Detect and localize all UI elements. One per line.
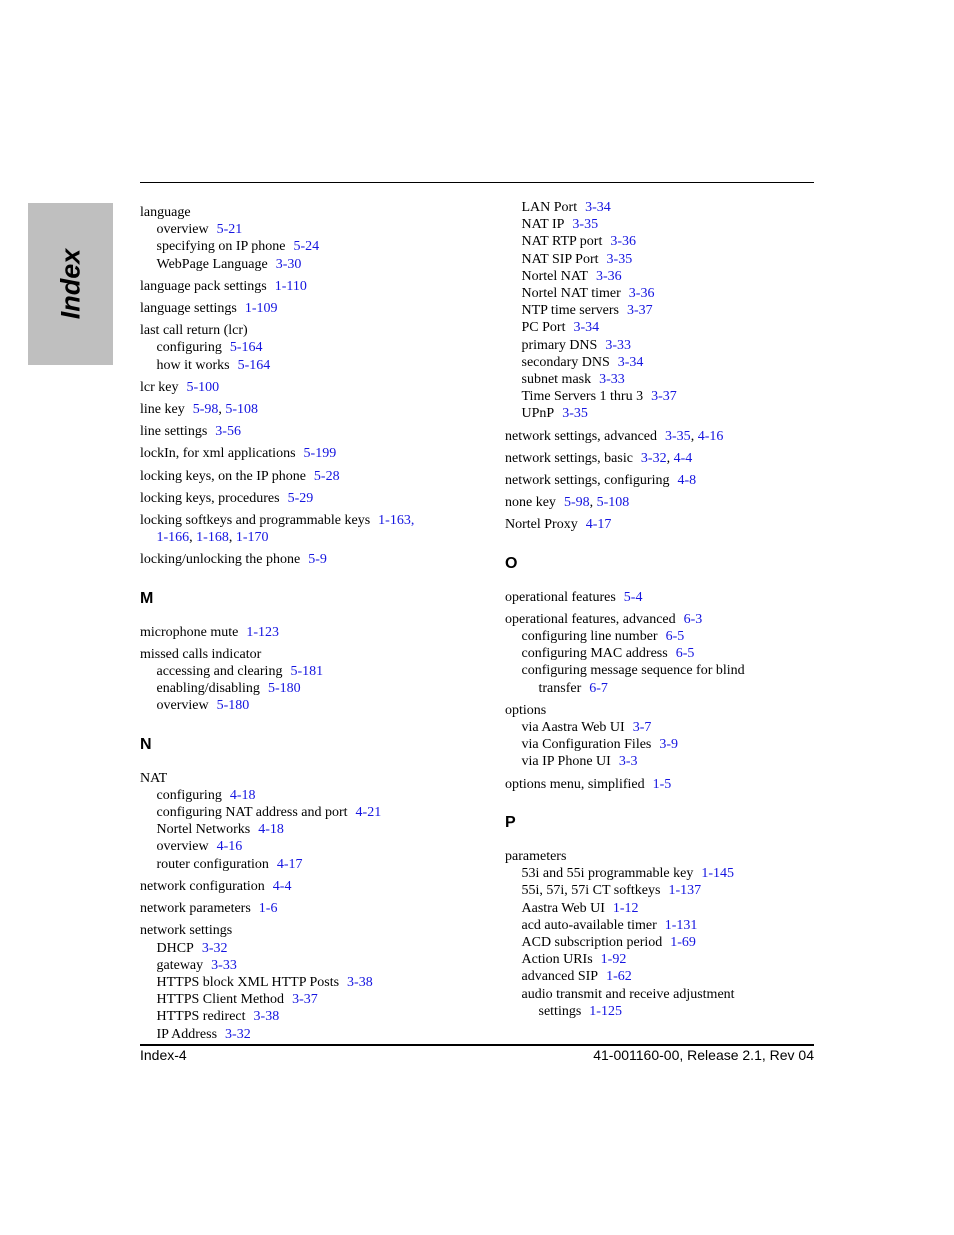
index-group bbox=[140, 624, 470, 715]
page-reference-link[interactable]: 1-5 bbox=[652, 776, 672, 792]
page-reference-link[interactable]: 3-36 bbox=[610, 234, 637, 250]
page-reference-link[interactable]: 1-163, bbox=[378, 513, 415, 529]
index-term: overview bbox=[156, 698, 209, 714]
index-term: WebPage Language bbox=[156, 256, 268, 272]
index-subentry bbox=[140, 856, 470, 873]
index-term: via Aastra Web UI bbox=[521, 720, 625, 736]
index-subentry bbox=[505, 986, 835, 1003]
index-subentry bbox=[505, 319, 835, 336]
index-term: NTP time servers bbox=[521, 303, 619, 319]
index-subentry bbox=[505, 405, 835, 422]
index-entry bbox=[140, 624, 470, 641]
index-term: Action URIs bbox=[521, 952, 593, 968]
index-term: language pack settings bbox=[140, 278, 267, 294]
index-term: network settings, advanced bbox=[505, 428, 658, 444]
page-reference-link[interactable]: 3-33 bbox=[605, 337, 631, 353]
index-subentry bbox=[140, 238, 470, 255]
index-entry bbox=[140, 770, 470, 787]
section-letter-p: P bbox=[505, 813, 516, 831]
index-subentry bbox=[140, 957, 470, 974]
index-term: configuring bbox=[156, 787, 222, 803]
page-reference-link[interactable]: 4-4 bbox=[272, 878, 292, 894]
index-term: operational features, advanced bbox=[505, 611, 676, 627]
page-reference-link[interactable]: 3-9 bbox=[659, 737, 679, 753]
index-column-right bbox=[505, 199, 835, 1020]
index-term: NAT IP bbox=[521, 217, 565, 233]
page-reference-link[interactable]: 3-37 bbox=[626, 303, 653, 319]
index-term: language settings bbox=[140, 301, 237, 317]
page-reference-link[interactable]: 5-28 bbox=[313, 468, 340, 484]
page-reference-link[interactable]: 1-109 bbox=[244, 301, 278, 317]
index-term: via Configuration Files bbox=[521, 737, 652, 753]
index-term: 53i and 55i programmable key bbox=[521, 866, 694, 882]
page-reference-link[interactable]: 3-37 bbox=[292, 992, 318, 1008]
index-side-tab bbox=[28, 203, 113, 365]
page-reference-link[interactable]: 1-12 bbox=[612, 900, 639, 916]
index-term: primary DNS bbox=[521, 337, 598, 353]
section-letter-n: N bbox=[140, 735, 152, 753]
index-term: transfer bbox=[538, 680, 582, 696]
page-reference-link[interactable]: 3-33 bbox=[211, 957, 237, 973]
index-term: network settings bbox=[140, 923, 233, 939]
index-term: microphone mute bbox=[140, 624, 239, 640]
page-reference-link[interactable]: 3-37 bbox=[651, 389, 677, 405]
index-term: HTTPS block XML HTTP Posts bbox=[156, 974, 340, 990]
page-reference-link[interactable]: 5-4 bbox=[623, 589, 643, 605]
footer-document-id: 41-001160-00, Release 2.1, Rev 04 bbox=[593, 1047, 814, 1063]
page-reference-link[interactable]: 1-145 bbox=[701, 866, 735, 882]
page-reference-link[interactable]: 3-32 bbox=[225, 1026, 251, 1042]
footer-page-number: Index-4 bbox=[140, 1047, 187, 1063]
index-subentry bbox=[505, 285, 835, 302]
index-entry bbox=[140, 512, 470, 529]
page-reference-link[interactable]: 6-3 bbox=[683, 611, 703, 627]
index-entry bbox=[505, 702, 835, 719]
index-term: advanced SIP bbox=[521, 969, 599, 985]
index-term: missed calls indicator bbox=[140, 646, 262, 662]
index-entry bbox=[140, 278, 470, 295]
index-term: line key bbox=[140, 402, 185, 418]
index-subentry bbox=[140, 663, 470, 680]
page-reference-link[interactable]: 4-4 bbox=[673, 450, 693, 466]
page-reference-link[interactable]: 3-35 bbox=[572, 217, 599, 233]
index-term: accessing and clearing bbox=[156, 664, 283, 680]
page-reference-link[interactable]: 1-110 bbox=[274, 278, 307, 294]
index-entry: none key 5-98, 5-108 bbox=[505, 495, 630, 511]
index-term: IP Address bbox=[156, 1026, 218, 1042]
page-reference-link[interactable]: 3-32 bbox=[201, 940, 228, 956]
page-reference-link[interactable]: 3-3 bbox=[618, 754, 638, 770]
index-term: subnet mask bbox=[521, 372, 592, 388]
page-reference-link[interactable]: 3-33 bbox=[599, 372, 625, 388]
index-subentry bbox=[505, 251, 835, 268]
page-reference-link[interactable]: 1-170 bbox=[235, 530, 269, 546]
index-term: locking keys, on the IP phone bbox=[140, 468, 306, 484]
section-letter-m: M bbox=[140, 589, 154, 607]
index-term: network configuration bbox=[140, 878, 265, 894]
index-entry bbox=[140, 646, 470, 663]
index-subentry bbox=[505, 268, 835, 285]
index-subentry bbox=[505, 199, 835, 216]
index-subentry bbox=[505, 719, 835, 736]
index-column-left bbox=[140, 199, 470, 1043]
index-entry bbox=[140, 423, 470, 440]
index-term: LAN Port bbox=[521, 200, 578, 215]
index-group bbox=[505, 589, 835, 793]
index-subentry bbox=[140, 1026, 470, 1043]
index-term: operational features bbox=[505, 589, 616, 605]
index-group bbox=[505, 848, 835, 1020]
index-entry bbox=[140, 322, 470, 339]
index-group bbox=[505, 199, 835, 534]
index-term: overview bbox=[156, 222, 209, 238]
page-reference-link[interactable]: 3-38 bbox=[347, 974, 373, 990]
index-term: UPnP bbox=[521, 406, 555, 422]
index-subentry bbox=[505, 865, 835, 882]
page-reference-link[interactable]: 3-38 bbox=[253, 1009, 280, 1025]
index-term: router configuration bbox=[156, 856, 269, 872]
index-subentry bbox=[505, 736, 835, 753]
index-term: configuring MAC address bbox=[521, 646, 668, 662]
index-term: options menu, simplified bbox=[505, 776, 645, 792]
index-term: NAT SIP Port bbox=[521, 251, 599, 267]
index-entry bbox=[140, 551, 470, 568]
page-reference-link[interactable]: 1-92 bbox=[600, 952, 627, 968]
page-reference-link[interactable]: 4-21 bbox=[355, 805, 382, 821]
index-subentry bbox=[140, 838, 470, 855]
page-reference-link[interactable]: 1-168 bbox=[196, 530, 229, 546]
page-reference-link[interactable]: 3-36 bbox=[596, 268, 622, 284]
index-term: HTTPS redirect bbox=[156, 1009, 246, 1025]
page-reference-link[interactable]: 1-166 bbox=[156, 530, 190, 546]
page-reference-link[interactable]: 5-100 bbox=[186, 379, 220, 395]
page-reference-link[interactable]: 4-8 bbox=[677, 473, 697, 489]
page-reference-link[interactable]: 3-7 bbox=[632, 720, 652, 736]
index-subentry bbox=[140, 221, 470, 238]
page-reference-link[interactable]: 1-62 bbox=[606, 969, 632, 985]
page-reference-link[interactable]: 3-36 bbox=[628, 286, 655, 302]
index-subentry bbox=[140, 680, 470, 697]
index-entry bbox=[140, 922, 470, 939]
index-subentry bbox=[505, 753, 835, 770]
index-subentry bbox=[505, 371, 835, 388]
index-tab-label: Index bbox=[55, 248, 85, 320]
index-term: line settings bbox=[140, 424, 208, 440]
index-term: network settings, configuring bbox=[505, 473, 670, 489]
index-term: locking softkeys and programmable keys bbox=[140, 513, 371, 529]
index-term: configuring NAT address and port bbox=[156, 805, 348, 821]
index-subentry bbox=[140, 821, 470, 838]
page-reference-link[interactable]: 3-56 bbox=[215, 424, 241, 440]
index-subentry bbox=[140, 787, 470, 804]
index-term: gateway bbox=[156, 957, 204, 973]
index-term: locking/unlocking the phone bbox=[140, 552, 301, 568]
index-subentry bbox=[140, 256, 470, 273]
page-reference-link[interactable]: 5-98 bbox=[563, 495, 590, 511]
page-reference-link[interactable]: 3-34 bbox=[573, 320, 600, 336]
index-term: how it works bbox=[156, 357, 230, 373]
page-reference-link[interactable]: 5-181 bbox=[290, 664, 324, 680]
index-entry: line key 5-98, 5-108 bbox=[140, 402, 259, 418]
page-reference-link[interactable]: 5-164 bbox=[237, 357, 271, 373]
index-group bbox=[140, 770, 470, 1043]
index-term: via IP Phone UI bbox=[521, 754, 611, 770]
index-subentry bbox=[505, 900, 835, 917]
index-term: language bbox=[140, 205, 191, 220]
index-subentry bbox=[140, 1008, 470, 1025]
index-subentry bbox=[505, 662, 835, 679]
index-subentry bbox=[505, 645, 835, 662]
index-term: configuring bbox=[156, 340, 222, 356]
page-reference-link[interactable]: 3-35 bbox=[665, 428, 691, 444]
index-subentry bbox=[140, 357, 470, 374]
page-reference-link[interactable]: 3-35 bbox=[606, 251, 633, 267]
index-subentry bbox=[140, 804, 470, 821]
page-reference-link[interactable]: 5-180 bbox=[267, 681, 301, 697]
index-term: acd auto-available timer bbox=[521, 917, 657, 933]
index-entry bbox=[140, 468, 470, 485]
index-entry bbox=[505, 776, 835, 793]
index-entry bbox=[505, 516, 835, 533]
index-subentry bbox=[505, 216, 835, 233]
index-entry: network settings, advanced 3-35, 4-16 bbox=[505, 428, 724, 444]
index-subentry bbox=[505, 233, 835, 250]
page-reference-link[interactable]: 1-6 bbox=[258, 901, 278, 917]
page-reference-link[interactable]: 1-131 bbox=[664, 917, 698, 933]
index-subentry bbox=[140, 991, 470, 1008]
index-term: network parameters bbox=[140, 901, 251, 917]
page-reference-link[interactable]: 5-29 bbox=[287, 490, 314, 506]
index-entry bbox=[140, 204, 470, 221]
index-subentry bbox=[505, 680, 835, 697]
index-subentry bbox=[505, 628, 835, 645]
page-reference-link[interactable]: 6-5 bbox=[675, 646, 695, 662]
index-subentry bbox=[505, 302, 835, 319]
page-reference-link[interactable]: 6-7 bbox=[589, 680, 608, 696]
page-reference-link[interactable]: 5-164 bbox=[229, 340, 263, 356]
index-term: DHCP bbox=[156, 940, 194, 956]
index-subentry bbox=[140, 339, 470, 356]
index-term: Nortel Proxy bbox=[505, 517, 578, 533]
page-reference-link[interactable]: 4-18 bbox=[229, 787, 256, 803]
index-subentry bbox=[505, 934, 835, 951]
footer-rule bbox=[140, 1044, 814, 1046]
page-reference-link[interactable]: 4-17 bbox=[585, 517, 612, 533]
page-reference-link[interactable]: 1-137 bbox=[668, 883, 702, 899]
index-entry: network settings, basic 3-32, 4-4 bbox=[505, 450, 693, 466]
index-entry bbox=[505, 611, 835, 628]
page-reference-link[interactable]: 6-5 bbox=[665, 629, 685, 645]
index-term: parameters bbox=[505, 848, 567, 864]
index-term: last call return (lcr) bbox=[140, 323, 248, 339]
index-term: lockIn, for xml applications bbox=[140, 446, 296, 462]
index-term: locking keys, procedures bbox=[140, 490, 280, 506]
page-reference-link[interactable]: 4-16 bbox=[216, 839, 243, 855]
page-reference-link[interactable]: 3-34 bbox=[585, 200, 611, 215]
page-reference-link[interactable]: 5-199 bbox=[303, 446, 337, 462]
page-reference-link[interactable]: 4-16 bbox=[697, 428, 724, 444]
index-subentry bbox=[140, 697, 470, 714]
page-reference-link[interactable]: 3-35 bbox=[562, 406, 588, 422]
index-subentry bbox=[505, 917, 835, 934]
index-subentry bbox=[505, 968, 835, 985]
index-entry bbox=[505, 589, 835, 606]
index-entry bbox=[140, 878, 470, 895]
page-reference-link[interactable]: 4-17 bbox=[276, 856, 303, 872]
index-subentry bbox=[505, 951, 835, 968]
index-subentry: 1-166, 1-168, 1-170 bbox=[156, 530, 269, 546]
index-term: lcr key bbox=[140, 379, 179, 395]
index-term: HTTPS Client Method bbox=[156, 992, 285, 1008]
page-reference-link[interactable]: 3-34 bbox=[617, 354, 644, 370]
index-subentry bbox=[505, 1003, 835, 1020]
index-term: Nortel NAT bbox=[521, 268, 588, 284]
index-term: audio transmit and receive adjustment bbox=[521, 986, 735, 1002]
index-term: configuring line number bbox=[521, 629, 658, 645]
index-term: none key bbox=[505, 495, 556, 511]
page-reference-link[interactable]: 5-108 bbox=[596, 495, 630, 511]
index-entry bbox=[505, 472, 835, 489]
index-term: Nortel Networks bbox=[156, 822, 251, 838]
index-subentry bbox=[140, 974, 470, 991]
index-term: PC Port bbox=[521, 320, 566, 336]
page-reference-link[interactable]: 1-69 bbox=[670, 934, 696, 950]
page-reference-link[interactable]: 5-108 bbox=[225, 402, 259, 418]
index-term: secondary DNS bbox=[521, 354, 610, 370]
index-entry bbox=[140, 379, 470, 396]
index-term: Nortel NAT timer bbox=[521, 286, 621, 302]
index-subentry bbox=[140, 940, 470, 957]
index-term: overview bbox=[156, 839, 209, 855]
page-reference-link[interactable]: 5-24 bbox=[293, 239, 320, 255]
page-reference-link[interactable]: 5-180 bbox=[216, 698, 250, 714]
page-reference-link[interactable]: 5-9 bbox=[308, 552, 327, 568]
section-letter-o: O bbox=[505, 554, 518, 572]
page-reference-link[interactable]: 5-21 bbox=[216, 222, 243, 238]
page-reference-link[interactable]: 3-32 bbox=[640, 450, 667, 466]
page-reference-link[interactable]: 1-123 bbox=[246, 624, 280, 640]
page-reference-link[interactable]: 4-18 bbox=[258, 822, 284, 838]
index-term: enabling/disabling bbox=[156, 681, 260, 697]
index-term: configuring message sequence for blind bbox=[521, 663, 745, 679]
index-term: Time Servers 1 thru 3 bbox=[521, 389, 644, 405]
index-term: ACD subscription period bbox=[521, 934, 663, 950]
index-subentry bbox=[505, 337, 835, 354]
index-term: NAT bbox=[140, 770, 168, 786]
index-term: settings bbox=[538, 1003, 582, 1019]
index-subentry bbox=[505, 882, 835, 899]
index-entry bbox=[505, 848, 835, 865]
index-subentry bbox=[505, 354, 835, 371]
index-entry bbox=[140, 900, 470, 917]
index-term: NAT RTP port bbox=[521, 234, 603, 250]
index-term: specifying on IP phone bbox=[156, 239, 286, 255]
index-group bbox=[140, 204, 470, 569]
index-entry bbox=[140, 445, 470, 462]
page-reference-link[interactable]: 1-125 bbox=[589, 1003, 622, 1019]
index-entry bbox=[140, 490, 470, 507]
index-term: network settings, basic bbox=[505, 450, 633, 466]
header-rule bbox=[140, 182, 814, 183]
index-term: options bbox=[505, 702, 547, 718]
index-term: Aastra Web UI bbox=[521, 900, 605, 916]
index-term: 55i, 57i, 57i CT softkeys bbox=[521, 883, 661, 899]
page-reference-link[interactable]: 5-98 bbox=[192, 402, 219, 418]
index-subentry bbox=[505, 388, 835, 405]
index-entry bbox=[140, 300, 470, 317]
page-reference-link[interactable]: 3-30 bbox=[275, 256, 302, 272]
